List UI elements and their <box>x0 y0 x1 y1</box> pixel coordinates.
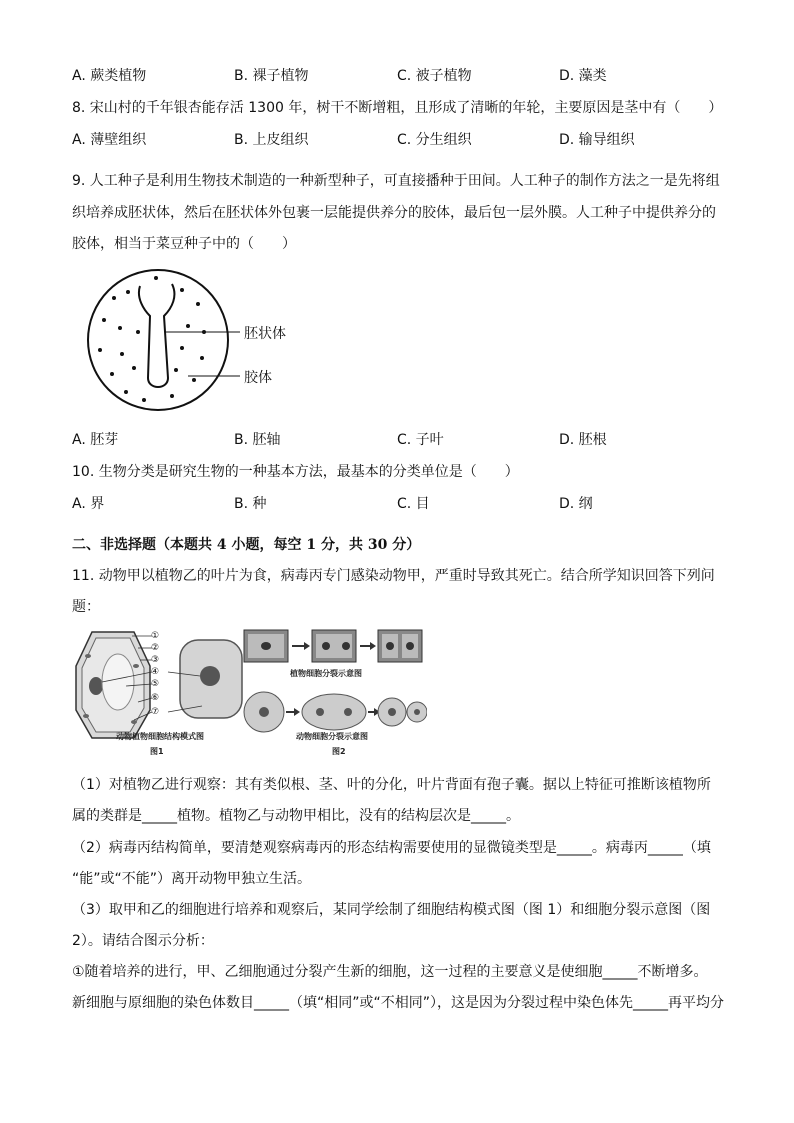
marker-4: ④ <box>151 667 160 677</box>
q10-option-a: A. 界 <box>72 496 105 512</box>
q11-part2-line-1: （2）病毒丙结构简单，要清楚观察病毒丙的形态结构需要使用的显微镜类型是_____。病毒丙_____（填 <box>72 840 711 856</box>
q11-part3-line-1: （3）取甲和乙的细胞进行培养和观察后，某同学绘制了细胞结构模式图（图 1）和细胞分裂示意图（图 <box>72 902 711 918</box>
caption-animal-division: 动物细胞分裂示意图 <box>296 732 368 741</box>
q9-stem-line-1: 9. 人工种子是利用生物技术制造的一种新型种子，可直接播种于田间。人工种子的制作方法之一是先将组 <box>72 173 720 189</box>
q9-stem-line-2: 织培养成胚状体，然后在胚状体外包裹一层能提供养分的胶体，最后包一层外膜。人工种子中提供养分的 <box>72 205 716 221</box>
q9-stem-line-3: 胶体，相当于菜豆种子中的（ ） <box>72 236 296 252</box>
q7-option-a: A. 蕨类植物 <box>72 68 147 84</box>
q11-stem-line-2: 题： <box>72 599 100 615</box>
plant-nucleus <box>89 677 103 695</box>
marker-6: ⑥ <box>151 693 160 703</box>
q10-option-d: D. 纲 <box>559 496 593 512</box>
q11-part1-line-1: （1）对植物乙进行观察：其有类似根、茎、叶的分化，叶片背面有孢子囊。据以上特征可推断该植物所 <box>72 777 711 793</box>
q7-option-b: B. 裸子植物 <box>234 68 309 84</box>
figure-2-label: 图2 <box>332 747 346 756</box>
embryo-shape <box>139 284 175 387</box>
q8-option-d: D. 输导组织 <box>559 132 635 148</box>
label-embryoid: 胚状体 <box>244 326 286 342</box>
q8-option-c: C. 分生组织 <box>397 132 472 148</box>
marker-2: ② <box>151 643 160 653</box>
marker-5: ⑤ <box>151 679 160 689</box>
q11-part3-sub-line-1: ①随着培养的进行，甲、乙细胞通过分裂产生新的细胞，这一过程的主要意义是使细胞_____不断增多。 <box>72 964 708 980</box>
caption-cell-structure: 动物植物细胞结构模式图 <box>116 732 204 741</box>
gel-dots <box>98 276 206 402</box>
q11-stem-line-1: 11. 动物甲以植物乙的叶片为食，病毒丙专门感染动物甲，严重时导致其死亡。结合所学知识回答下列问 <box>72 568 715 584</box>
q11-part2-line-2: “能”或“不能”）离开动物甲独立生活。 <box>72 871 312 887</box>
q11-part3-line-2: 2）。请结合图示分析： <box>72 933 214 949</box>
q10-stem: 10. 生物分类是研究生物的一种基本方法，最基本的分类单位是（ ） <box>72 464 519 480</box>
animal-nucleus <box>200 666 220 686</box>
q11-part1-line-2: 属的类群是_____植物。植物乙与动物甲相比，没有的结构层次是_____。 <box>72 808 520 824</box>
marker-3: ③ <box>151 655 160 665</box>
marker-7: ⑦ <box>151 707 160 717</box>
q8-option-b: B. 上皮组织 <box>234 132 309 148</box>
seed-outer-circle <box>88 270 228 410</box>
label-gel: 胶体 <box>244 370 272 386</box>
cell-figure <box>72 626 427 746</box>
q9-option-a: A. 胚芽 <box>72 432 119 448</box>
q7-option-d: D. 藻类 <box>559 68 607 84</box>
q8-stem: 8. 宋山村的千年银杏能存活 1300 年，树干不断增粗，且形成了清晰的年轮，主要原因是茎中有（ ） <box>72 100 723 116</box>
section-title: 二、非选择题（本题共 4 小题，每空 1 分，共 30 分） <box>72 537 421 553</box>
q10-option-b: B. 种 <box>234 496 267 512</box>
q7-option-c: C. 被子植物 <box>397 68 472 84</box>
q9-option-d: D. 胚根 <box>559 432 607 448</box>
figure-1-label: 图1 <box>150 747 164 756</box>
marker-1: ① <box>151 631 160 641</box>
q9-option-b: B. 胚轴 <box>234 432 281 448</box>
q8-option-a: A. 薄壁组织 <box>72 132 147 148</box>
caption-plant-division: 植物细胞分裂示意图 <box>290 669 362 678</box>
artificial-seed-figure <box>80 268 330 418</box>
q10-option-c: C. 目 <box>397 496 430 512</box>
q11-part3-sub-line-2: 新细胞与原细胞的染色体数目_____（填“相同”或“不相同”），这是因为分裂过程中染色体先_____再平均分 <box>72 995 725 1011</box>
q9-option-c: C. 子叶 <box>397 432 444 448</box>
